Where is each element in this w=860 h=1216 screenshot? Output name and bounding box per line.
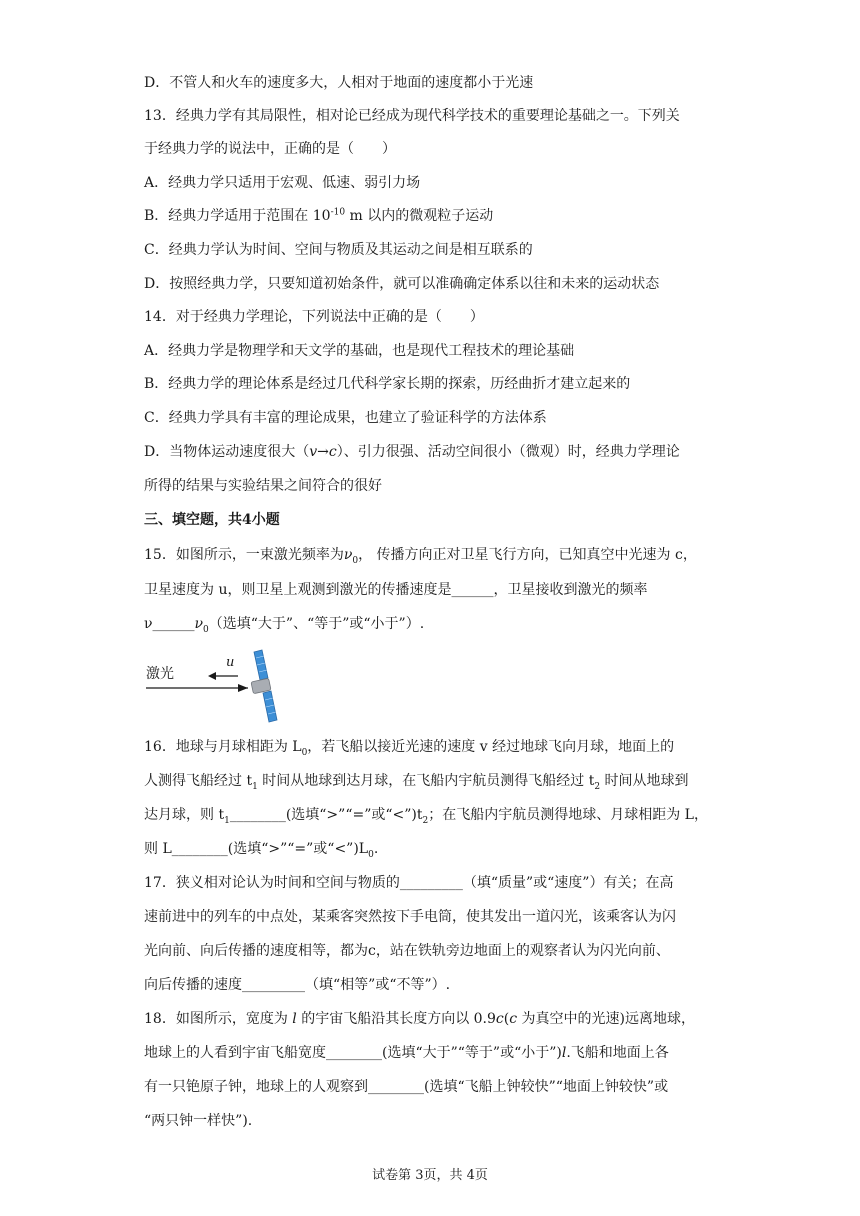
q13-option-d: D．按照经典力学，只要知道初始条件，就可以准确确定体系以往和未来的运动状态 <box>144 276 660 292</box>
q16-line2: 人测得飞船经过 $t_1$ 时间从地球到达月球，在飞船内宇航员测得飞船经过 $t_2$ 时间从地球到 <box>144 773 689 792</box>
q14-option-b: B．经典力学的理论体系是经过几代科学家长期的探索，历经曲折才建立起来的 <box>144 376 631 392</box>
q13-stem-line1: 13．经典力学有其局限性，相对论已经成为现代科学技术的重要理论基础之一。下列关 <box>144 108 680 124</box>
laser-label: 激光 <box>146 666 174 682</box>
page-footer: 试卷第 3页，共 4页 <box>372 1168 488 1183</box>
q16-line4: 则 L________(选填“>”“=”或“$<”)L_0$. <box>144 841 379 860</box>
velocity-arrow-head <box>208 672 216 680</box>
q18-line4: “两只钟一样快”). <box>144 1113 253 1129</box>
section-title: 三、填空题，共4小题 <box>144 512 280 528</box>
q14-option-c: C．经典力学具有丰富的理论成果，也建立了验证科学的方法体系 <box>144 410 547 426</box>
q15-line2: 卫星速度为 u，则卫星上观测到激光的传播速度是______，卫星接收到激光的频率 <box>144 582 648 598</box>
q18-line1: 18．如图所示，宽度为 l 的宇宙飞船沿其长度方向以 0.9c(c 为真空中的光速)远离地球， <box>144 1011 695 1027</box>
q16-line1: 16．地球与月球相距为 $L_0$，若飞船以接近光速的速度 v 经过地球飞向月球，地面上的 <box>144 739 675 758</box>
q15-line1: 15．如图所示，一束激光频率为$\nu_0$， 传播方向正对卫星飞行方向，已知真空中光速为 c， <box>144 547 697 566</box>
q13-option-a: A．经典力学只适用于宏观、低速、弱引力场 <box>144 175 421 191</box>
q18-line2: 地球上的人看到宇宙飞船宽度________(选填“大于”“等于”或“小于”)l.飞船和地面上各 <box>144 1045 669 1061</box>
q14-option-d-line1: D．当物体运动速度很大（v→c）、引力很强、活动空间很小（微观）时，经典力学理论 <box>144 444 680 460</box>
q14-stem: 14．对于经典力学理论，下列说法中正确的是（ ） <box>144 309 484 325</box>
q14-option-d-line2: 所得的结果与实验结果之间符合的很好 <box>144 478 382 494</box>
q17-line1: 17．狭义相对论认为时间和空间与物质的_________（填“质量”或“速度”）有关；在高 <box>144 875 674 891</box>
u-label: u <box>226 655 235 670</box>
q17-line4: 向后传播的速度_________（填“相等”或“不等”）. <box>144 977 451 993</box>
q12-option-d: D．不管人和火车的速度多大，人相对于地面的速度都小于光速 <box>144 75 534 91</box>
q17-line2: 速前进中的列车的中点处，某乘客突然按下手电筒，使其发出一道闪光，该乘客认为闪 <box>144 909 676 925</box>
laser-arrow-head <box>238 684 248 692</box>
q13-option-c: C．经典力学认为时间、空间与物质及其运动之间是相互联系的 <box>144 242 533 258</box>
q14-option-a: A．经典力学是物理学和天文学的基础，也是现代工程技术的理论基础 <box>144 343 575 359</box>
q13-option-b: B．经典力学适用于范围在 $10^{-10}$ m 以内的微观粒子运动 <box>144 207 494 224</box>
laser-satellite-figure <box>144 648 284 726</box>
q18-line3: 有一只铯原子钟，地球上的人观察到________(选填“飞船上钟较快”“地面上钟较快”或 <box>144 1079 669 1095</box>
satellite-icon <box>251 650 277 722</box>
q13-stem-line2: 于经典力学的说法中，正确的是（ ） <box>144 141 396 157</box>
q15-line3: $\nu\_\_\_\_\_\_\nu_0$（选填“大于”、“等于”或“小于”）. <box>144 616 425 635</box>
q17-line3: 光向前、向后传播的速度相等，都为c，站在铁轨旁边地面上的观察者认为闪光向前、 <box>144 943 670 959</box>
q16-line3: 达月球，则 $t_1\_\_\_\_\_\_\_\_$(选填“>”“=”或“$<”)t_2$；在飞船内宇航员测得地球、月球相距为 L， <box>144 807 708 826</box>
figure-svg <box>144 648 284 726</box>
